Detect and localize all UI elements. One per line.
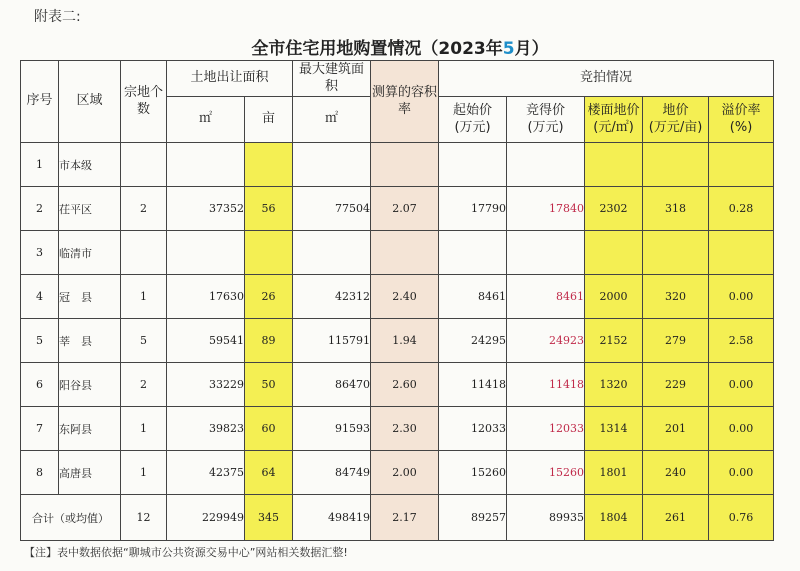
total-mu: 345	[245, 495, 293, 541]
cell-mu	[245, 231, 293, 275]
total-floor: 1804	[585, 495, 643, 541]
cell-floor	[585, 143, 643, 187]
header-win-price: 竞得价 (万元)	[507, 97, 585, 143]
cell-start: 12033	[439, 407, 507, 451]
total-start: 89257	[439, 495, 507, 541]
cell-sqm	[167, 231, 245, 275]
cell-far	[371, 143, 439, 187]
title-month: 5	[502, 39, 515, 59]
land-purchase-table	[20, 60, 774, 541]
cell-mu: 50	[245, 363, 293, 407]
cell-district: 茌平区	[59, 187, 121, 231]
header-district: 区域	[59, 61, 121, 143]
cell-build: 91593	[293, 407, 371, 451]
cell-mu	[245, 143, 293, 187]
cell-district: 莘 县	[59, 319, 121, 363]
cell-win: 11418	[507, 363, 585, 407]
cell-build: 84749	[293, 451, 371, 495]
cell-mu: 26	[245, 275, 293, 319]
header-far: 测算的容积率	[371, 61, 439, 143]
cell-far	[371, 231, 439, 275]
cell-far: 2.00	[371, 451, 439, 495]
cell-build: 86470	[293, 363, 371, 407]
cell-premium: 0.00	[709, 407, 774, 451]
title-prefix: 全市住宅用地购置情况（2023年	[251, 39, 503, 59]
cell-premium: 0.00	[709, 275, 774, 319]
cell-start	[439, 231, 507, 275]
cell-far: 2.60	[371, 363, 439, 407]
cell-premium: 0.00	[709, 363, 774, 407]
cell-win: 24923	[507, 319, 585, 363]
cell-start: 15260	[439, 451, 507, 495]
cell-sqm: 37352	[167, 187, 245, 231]
cell-district: 阳谷县	[59, 363, 121, 407]
total-premium: 0.76	[709, 495, 774, 541]
cell-far: 2.07	[371, 187, 439, 231]
table-row	[21, 407, 774, 451]
table-row	[21, 275, 774, 319]
cell-seq: 4	[21, 275, 59, 319]
table-row	[21, 187, 774, 231]
cell-far: 2.40	[371, 275, 439, 319]
cell-build	[293, 231, 371, 275]
cell-start: 24295	[439, 319, 507, 363]
cell-build: 115791	[293, 319, 371, 363]
total-label: 合计（或均值）	[21, 495, 121, 541]
cell-count: 2	[121, 187, 167, 231]
cell-count	[121, 231, 167, 275]
header-auction: 竞拍情况	[439, 61, 774, 97]
cell-seq: 2	[21, 187, 59, 231]
header-mu: 亩	[245, 97, 293, 143]
cell-floor: 1320	[585, 363, 643, 407]
cell-floor: 1801	[585, 451, 643, 495]
total-row	[21, 495, 774, 541]
header-build-sqm: ㎡	[293, 97, 371, 143]
cell-land: 201	[643, 407, 709, 451]
cell-sqm: 59541	[167, 319, 245, 363]
cell-premium: 0.00	[709, 451, 774, 495]
total-land: 261	[643, 495, 709, 541]
cell-mu: 89	[245, 319, 293, 363]
appendix-label: 附表二:	[34, 9, 81, 25]
cell-far: 1.94	[371, 319, 439, 363]
cell-sqm: 42375	[167, 451, 245, 495]
header-sqm: ㎡	[167, 97, 245, 143]
cell-floor: 2302	[585, 187, 643, 231]
total-sqm: 229949	[167, 495, 245, 541]
header-floor-price: 楼面地价 (元/㎡)	[585, 97, 643, 143]
header-start-price: 起始价 (万元)	[439, 97, 507, 143]
cell-land: 279	[643, 319, 709, 363]
cell-land	[643, 231, 709, 275]
cell-premium	[709, 231, 774, 275]
cell-mu: 56	[245, 187, 293, 231]
cell-district: 高唐县	[59, 451, 121, 495]
cell-district: 冠 县	[59, 275, 121, 319]
cell-land: 320	[643, 275, 709, 319]
cell-seq: 5	[21, 319, 59, 363]
cell-win: 8461	[507, 275, 585, 319]
cell-start: 8461	[439, 275, 507, 319]
cell-floor: 2000	[585, 275, 643, 319]
cell-district: 市本级	[59, 143, 121, 187]
cell-count: 1	[121, 275, 167, 319]
cell-land	[643, 143, 709, 187]
total-count: 12	[121, 495, 167, 541]
table-row	[21, 363, 774, 407]
cell-sqm: 17630	[167, 275, 245, 319]
cell-seq: 3	[21, 231, 59, 275]
cell-count: 2	[121, 363, 167, 407]
header-max-build: 最大建筑面积	[293, 61, 371, 97]
total-win: 89935	[507, 495, 585, 541]
cell-win	[507, 143, 585, 187]
cell-floor: 1314	[585, 407, 643, 451]
header-count: 宗地个数	[121, 61, 167, 143]
cell-land: 318	[643, 187, 709, 231]
cell-premium: 0.28	[709, 187, 774, 231]
cell-count	[121, 143, 167, 187]
table-row	[21, 451, 774, 495]
table-row	[21, 319, 774, 363]
header-seq: 序号	[21, 61, 59, 143]
cell-mu: 64	[245, 451, 293, 495]
header-land-area: 土地出让面积	[167, 61, 293, 97]
cell-far: 2.30	[371, 407, 439, 451]
cell-win: 12033	[507, 407, 585, 451]
cell-premium	[709, 143, 774, 187]
cell-win: 17840	[507, 187, 585, 231]
total-far: 2.17	[371, 495, 439, 541]
cell-seq: 8	[21, 451, 59, 495]
cell-sqm	[167, 143, 245, 187]
footnote: 【注】表中数据依据“聊城市公共资源交易中心”网站相关数据汇整!	[24, 546, 348, 559]
total-build: 498419	[293, 495, 371, 541]
page-title	[0, 34, 800, 59]
cell-sqm: 33229	[167, 363, 245, 407]
cell-seq: 7	[21, 407, 59, 451]
cell-win	[507, 231, 585, 275]
cell-start	[439, 143, 507, 187]
table-row	[21, 143, 774, 187]
cell-build: 42312	[293, 275, 371, 319]
cell-floor	[585, 231, 643, 275]
cell-floor: 2152	[585, 319, 643, 363]
cell-count: 5	[121, 319, 167, 363]
header-land-price: 地价 (万元/亩)	[643, 97, 709, 143]
cell-start: 17790	[439, 187, 507, 231]
cell-sqm: 39823	[167, 407, 245, 451]
cell-seq: 6	[21, 363, 59, 407]
cell-win: 15260	[507, 451, 585, 495]
cell-build: 77504	[293, 187, 371, 231]
cell-land: 229	[643, 363, 709, 407]
cell-build	[293, 143, 371, 187]
cell-land: 240	[643, 451, 709, 495]
title-suffix: 月）	[514, 39, 549, 59]
cell-premium: 2.58	[709, 319, 774, 363]
cell-seq: 1	[21, 143, 59, 187]
cell-district: 东阿县	[59, 407, 121, 451]
header-premium: 溢价率 (%)	[709, 97, 774, 143]
cell-mu: 60	[245, 407, 293, 451]
cell-district: 临清市	[59, 231, 121, 275]
cell-start: 11418	[439, 363, 507, 407]
table-row	[21, 231, 774, 275]
cell-count: 1	[121, 407, 167, 451]
cell-count: 1	[121, 451, 167, 495]
